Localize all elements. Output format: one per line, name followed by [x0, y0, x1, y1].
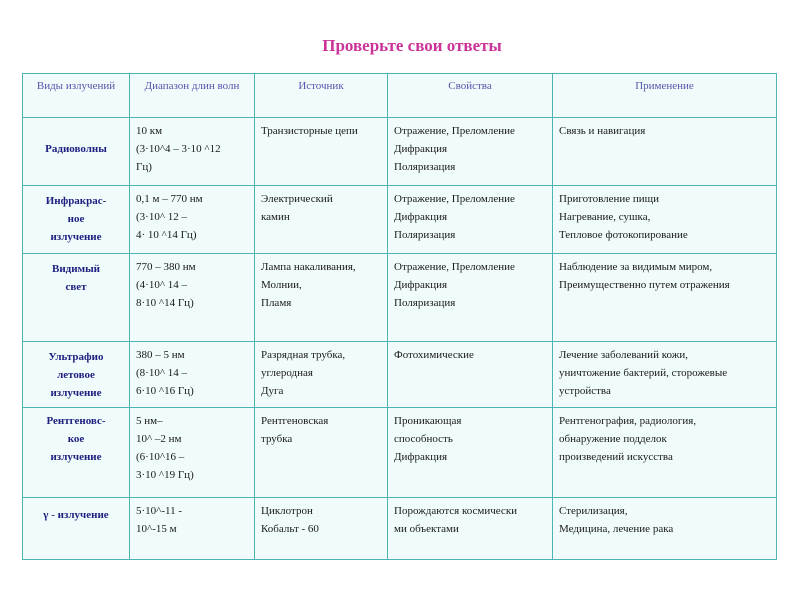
cell-line: Инфракрас-: [45, 195, 107, 207]
source-cell: [255, 118, 388, 186]
cell-line: устройства: [559, 385, 611, 397]
cell-line: летовое: [57, 369, 95, 381]
table-row: [23, 254, 777, 342]
cell-line: Отражение, Преломление: [394, 193, 515, 205]
cell-line: 10^-15 м: [136, 523, 177, 535]
cell-line: Радиоволны: [45, 143, 107, 155]
source-cell: [255, 186, 388, 254]
page-title: Проверьте свои ответы: [322, 36, 502, 55]
cell-line: 0,1 м – 770 нм: [136, 193, 203, 205]
cell-line: камин: [261, 211, 290, 223]
cell-line: (4·10^ 14 –: [136, 279, 187, 291]
cell-line: 10^ –2 нм: [136, 433, 182, 445]
cell-line: Дифракция: [394, 451, 448, 463]
cell-line: Проникающая: [394, 415, 462, 427]
cell-line: Медицина, лечение рака: [559, 523, 674, 535]
cell-line: обнаружение подделок: [559, 433, 667, 445]
cell-line: Дифракция: [394, 211, 448, 223]
cell-line: 3·10 ^19 Гц): [136, 469, 194, 481]
cell-line: Рентгеновская: [261, 415, 329, 427]
cell-line: Циклотрон: [261, 505, 313, 517]
cell-line: 8·10 ^14 Гц): [136, 297, 194, 309]
cell-line: Наблюдение за видимым миром,: [559, 261, 713, 273]
cell-line: (3·10^ 12 –: [136, 211, 187, 223]
cell-line: 10 км: [136, 125, 163, 137]
range-cell: [130, 498, 255, 560]
application-cell: [553, 118, 777, 186]
source-cell: [255, 408, 388, 498]
cell-line: (8·10^ 14 –: [136, 367, 187, 379]
cell-line: способность: [394, 433, 453, 445]
header-range: Диапазон длин волн: [130, 74, 255, 118]
cell-line: Фотохимические: [394, 349, 474, 361]
cell-line: Приготовление пищи: [559, 193, 660, 205]
cell-line: Дифракция: [394, 279, 448, 291]
header-application: Применение: [553, 74, 777, 118]
cell-line: Порождаются космически: [394, 505, 518, 517]
cell-line: излучение: [50, 231, 102, 243]
cell-line: Поляризация: [394, 297, 456, 309]
cell-line: Дифракция: [394, 143, 448, 155]
table-row: [23, 186, 777, 254]
range-cell: [130, 118, 255, 186]
properties-cell: [388, 408, 553, 498]
source-cell: [255, 254, 388, 342]
application-cell: [553, 186, 777, 254]
application-cell: [553, 408, 777, 498]
cell-line: (3·10^4 – 3·10 ^12: [136, 143, 221, 155]
table-row: [23, 342, 777, 408]
properties-cell: [388, 498, 553, 560]
cell-line: кое: [67, 433, 85, 445]
cell-line: произведений искусства: [559, 451, 673, 463]
cell-line: 770 – 380 нм: [136, 261, 196, 273]
properties-cell: [388, 118, 553, 186]
cell-line: Молнии,: [261, 279, 302, 291]
cell-line: Электрический: [261, 193, 333, 205]
cell-line: излучение: [50, 451, 102, 463]
cell-line: γ - излучение: [43, 509, 109, 521]
table-row: [23, 408, 777, 498]
table-row: [23, 118, 777, 186]
source-cell: [255, 498, 388, 560]
cell-line: Преимущественно путем отражения: [559, 279, 730, 291]
range-cell: [130, 408, 255, 498]
properties-cell: [388, 186, 553, 254]
cell-line: Ультрафио: [48, 351, 104, 363]
properties-cell: [388, 254, 553, 342]
cell-line: Нагревание, сушка,: [559, 211, 651, 223]
type-cell: [23, 408, 130, 498]
cell-line: Поляризация: [394, 161, 456, 173]
type-cell: [23, 186, 130, 254]
cell-line: Тепловое фотокопирование: [559, 229, 688, 241]
header-properties: Свойства: [388, 74, 553, 118]
cell-line: Пламя: [261, 297, 292, 309]
cell-line: Связь и навигация: [559, 125, 646, 137]
cell-line: Отражение, Преломление: [394, 261, 515, 273]
cell-line: Лампа накаливания,: [261, 261, 356, 273]
cell-line: Транзисторные цепи: [261, 125, 358, 137]
cell-line: Видимый: [52, 263, 100, 275]
application-cell: [553, 342, 777, 408]
cell-line: Гц): [136, 161, 152, 173]
cell-line: Кобальт - 60: [261, 523, 319, 535]
cell-line: ное: [67, 213, 85, 225]
cell-line: 5 нм–: [136, 415, 163, 427]
type-cell: [23, 498, 130, 560]
cell-line: углеродная: [261, 367, 313, 379]
table-row: [23, 498, 777, 560]
cell-line: Дуга: [261, 385, 284, 397]
range-cell: [130, 254, 255, 342]
source-cell: [255, 342, 388, 408]
application-cell: [553, 254, 777, 342]
cell-line: 380 – 5 нм: [136, 349, 185, 361]
type-cell: [23, 342, 130, 408]
cell-line: Разрядная трубка,: [261, 349, 346, 361]
cell-line: уничтожение бактерий, сторожевые: [559, 367, 728, 379]
cell-line: Стерилизация,: [559, 505, 628, 517]
properties-cell: [388, 342, 553, 408]
cell-line: свет: [65, 281, 87, 293]
range-cell: [130, 342, 255, 408]
cell-line: 5·10^-11 -: [136, 505, 182, 517]
cell-line: 4· 10 ^14 Гц): [136, 229, 197, 241]
cell-line: трубка: [261, 433, 293, 445]
radiation-table: [22, 73, 777, 560]
cell-line: Отражение, Преломление: [394, 125, 515, 137]
header-type: Виды излучений: [23, 74, 130, 118]
cell-line: (6·10^16 –: [136, 451, 185, 463]
cell-line: Лечение заболеваний кожи,: [559, 349, 688, 361]
header-row: [23, 74, 777, 118]
type-cell: [23, 118, 130, 186]
header-source: Источник: [255, 74, 388, 118]
type-cell: [23, 254, 130, 342]
range-cell: [130, 186, 255, 254]
cell-line: Поляризация: [394, 229, 456, 241]
cell-line: излучение: [50, 387, 102, 399]
cell-line: ми объектами: [394, 523, 459, 535]
cell-line: Рентгенография, радиология,: [559, 415, 697, 427]
cell-line: 6·10 ^16 Гц): [136, 385, 194, 397]
cell-line: Рентгеновс-: [46, 415, 106, 427]
application-cell: [553, 498, 777, 560]
